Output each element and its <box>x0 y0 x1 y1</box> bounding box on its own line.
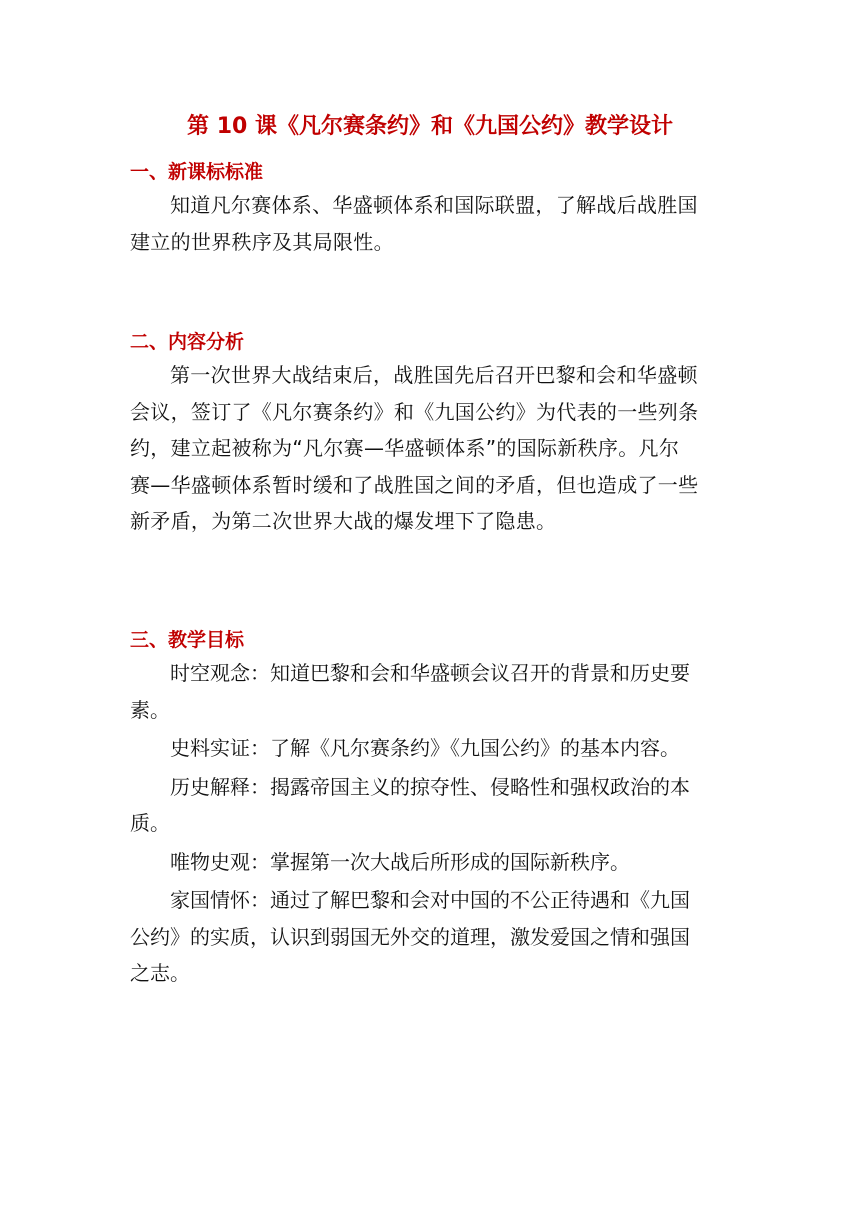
paragraph-line: 建立的世界秩序及其局限性。 <box>130 229 394 254</box>
objective-materialist-view <box>130 844 730 881</box>
section-paragraph <box>130 357 730 540</box>
objective-spacetime <box>130 655 730 728</box>
objective-line: 唯物史观：掌握第一次大战后所形成的国际新秩序。 <box>170 849 630 874</box>
section-paragraph <box>130 187 730 260</box>
document-title: 第 10 课《凡尔赛条约》和《九国公约》教学设计 <box>187 114 673 139</box>
objective-line: 质。 <box>130 811 170 835</box>
objective-line: 家国情怀：通过了解巴黎和会对中国的不公正待遇和《九国 <box>170 888 690 912</box>
objective-line: 素。 <box>130 697 170 722</box>
objective-patriotism <box>130 882 730 992</box>
paragraph-line: 知道凡尔赛体系、华盛顿体系和国际联盟，了解战后战胜国 <box>170 193 698 217</box>
paragraph-line: 第一次世界大战结束后，战胜国先后召开巴黎和会和华盛顿 <box>170 363 698 387</box>
objective-historical-interpretation <box>130 769 730 842</box>
section-heading: 三、教学目标 <box>130 629 245 651</box>
paragraph-line: 新矛盾，为第二次世界大战的爆发埋下了隐患。 <box>130 509 557 533</box>
section-heading: 二、内容分析 <box>130 331 245 353</box>
section-teaching-objectives <box>130 625 730 992</box>
paragraph-line: 赛—华盛顿体系暂时缓和了战胜国之间的矛盾，但也造成了一些 <box>130 472 699 497</box>
paragraph-line: 约，建立起被称为“凡尔赛—华盛顿体系”的国际新秩序。凡尔 <box>130 436 680 460</box>
objective-historical-evidence <box>130 730 730 767</box>
paragraph-line: 会议，签订了《凡尔赛条约》和《九国公约》为代表的一些列条 <box>130 399 699 424</box>
section-heading: 一、新课标标准 <box>130 161 264 183</box>
section-curriculum-standard <box>130 157 730 260</box>
objective-line: 之志。 <box>130 961 190 985</box>
objective-line: 史料实证：了解《凡尔赛条约》《九国公约》的基本内容。 <box>170 736 680 760</box>
section-content-analysis <box>130 327 730 540</box>
objective-line: 历史解释：揭露帝国主义的掠夺性、侵略性和强权政治的本 <box>170 774 690 799</box>
objective-line: 时空观念：知道巴黎和会和华盛顿会议召开的背景和历史要 <box>170 661 690 685</box>
objective-line: 公约》的实质，认识到弱国无外交的道理，激发爱国之情和强国 <box>130 924 690 949</box>
